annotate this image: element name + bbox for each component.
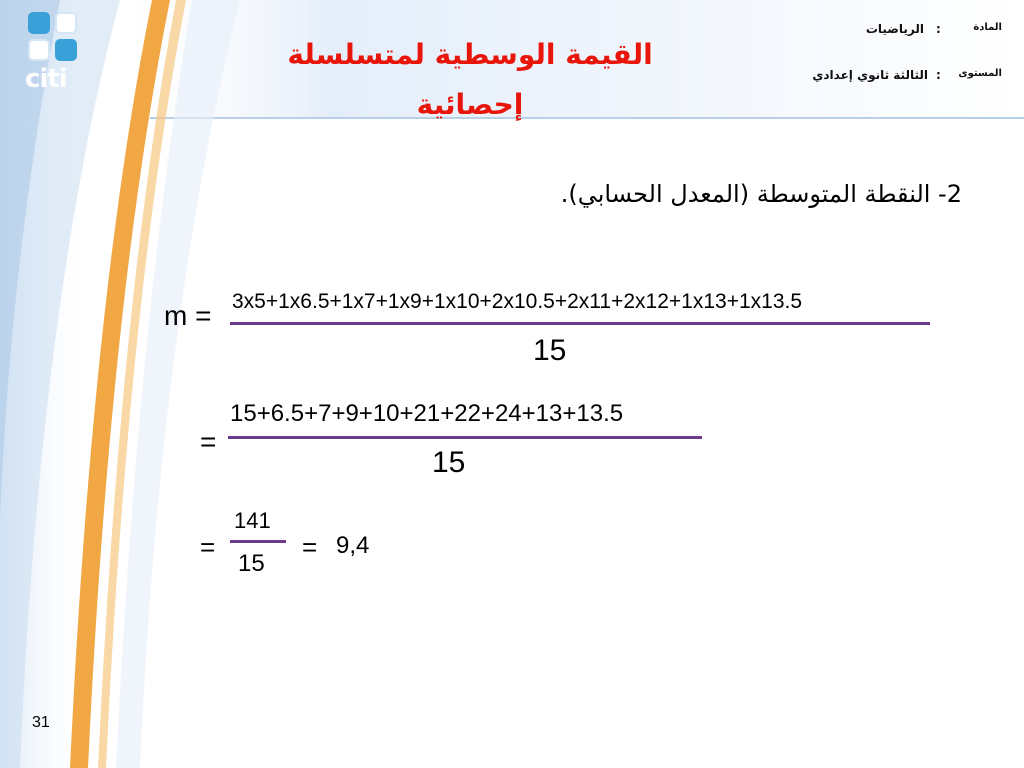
step2-fraction-line — [228, 436, 702, 439]
step3-numerator: 141 — [234, 508, 271, 533]
step2-denominator: 15 — [432, 446, 466, 479]
step3-denominator: 15 — [238, 550, 265, 577]
step1-numerator: 3x5+1x6.5+1x7+1x9+1x10+2x10.5+2x11+2x12+1x13+1x13.5 — [232, 290, 803, 313]
level-value: الثالثة ثانوي إعدادي — [812, 68, 928, 82]
step1-lhs: m = — [164, 300, 212, 331]
subject-label: المادة — [973, 22, 1002, 33]
logo-square — [55, 39, 77, 61]
step1-denominator: 15 — [533, 334, 567, 367]
step2-numerator: 15+6.5+7+9+10+21+22+24+13+13.5 — [230, 400, 624, 427]
step3-result: 9,4 — [336, 532, 370, 559]
page-number: 31 — [32, 714, 50, 731]
logo-square — [28, 39, 50, 61]
title-line-1: القيمة الوسطية لمتسلسلة — [287, 38, 653, 71]
step3-equals-result: = — [302, 532, 318, 562]
step1-fraction-line — [230, 322, 930, 325]
level-separator: : — [936, 68, 941, 82]
subject-value: الرياضيات — [865, 22, 924, 36]
subject-separator: : — [936, 22, 941, 36]
step3-equals: = — [200, 532, 216, 562]
title-line-2: إحصائية — [416, 88, 524, 121]
page-title — [270, 30, 670, 130]
step2-equals: = — [200, 426, 217, 457]
step3-fraction-line — [230, 540, 286, 543]
logo-text: citi — [25, 64, 67, 94]
logo-square — [28, 12, 50, 34]
section-heading: 2- النقطة المتوسطة (المعدل الحسابي). — [560, 180, 962, 208]
level-label: المستوى — [958, 68, 1002, 79]
logo-square — [55, 12, 77, 34]
